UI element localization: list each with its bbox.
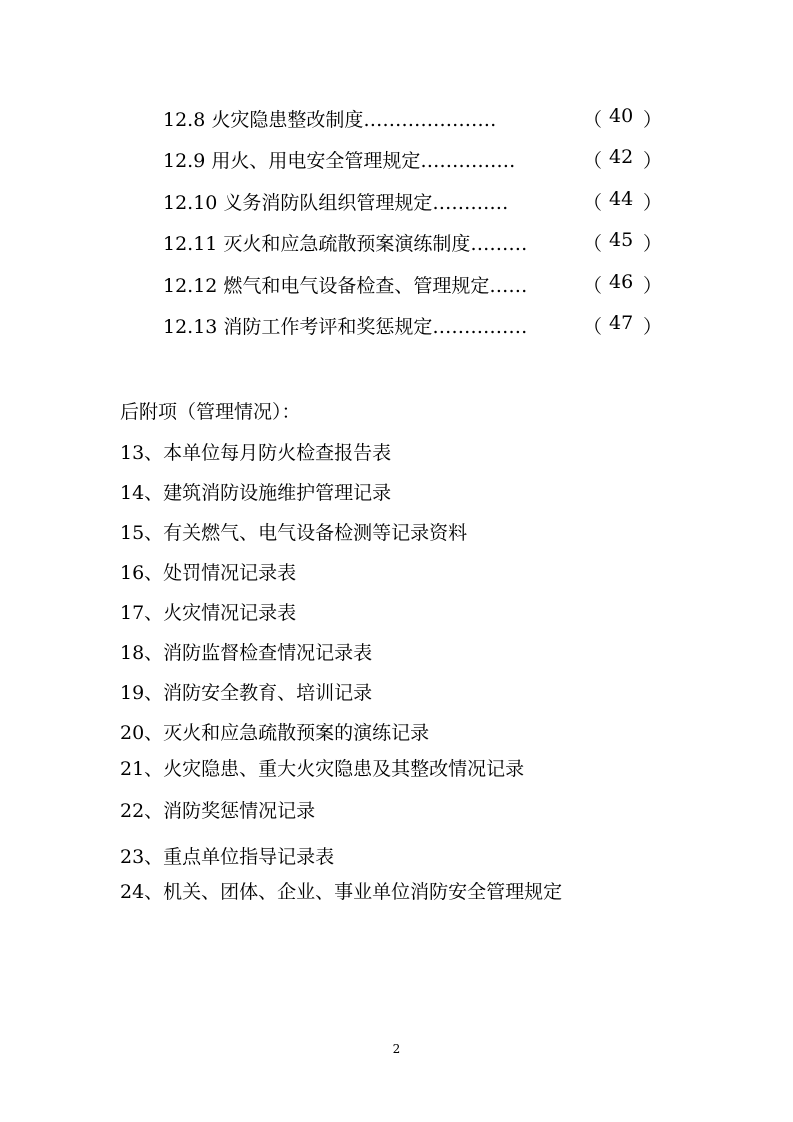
toc-entry-title: 12.9 用火、用电安全管理规定…………… xyxy=(163,150,516,172)
toc-page-open-paren: （ xyxy=(583,275,603,297)
toc-entry-title: 12.8 火灾隐患整改制度………………… xyxy=(163,109,497,131)
appendix-item: 20、灭火和应急疏散预案的演练记录 xyxy=(120,722,430,744)
toc-page-close-paren: ） xyxy=(643,109,663,131)
toc-entry-page xyxy=(583,312,663,339)
toc-entry-title: 12.13 消防工作考评和奖惩规定…………… xyxy=(163,316,528,338)
toc-entry xyxy=(163,146,663,172)
toc-entry xyxy=(163,188,663,214)
toc-page-close-paren: ） xyxy=(643,150,663,172)
toc-entry xyxy=(163,229,663,255)
toc-entry-page xyxy=(583,105,663,132)
toc-page-open-paren: （ xyxy=(583,316,603,338)
toc-page-number: 47 xyxy=(609,312,634,334)
appendix-heading: 后附项（管理情况）： xyxy=(120,401,301,423)
page-number: 2 xyxy=(392,1042,401,1056)
appendix-item: 15、有关燃气、电气设备检测等记录资料 xyxy=(120,522,468,544)
toc-page-open-paren: （ xyxy=(583,192,603,214)
appendix-item: 24、机关、团体、企业、事业单位消防安全管理规定 xyxy=(120,881,563,903)
appendix-item: 13、本单位每月防火检查报告表 xyxy=(120,442,392,464)
toc-page-close-paren: ） xyxy=(643,316,663,338)
appendix-item: 22、消防奖惩情况记录 xyxy=(120,800,316,822)
toc-page-number: 40 xyxy=(609,105,634,127)
appendix-item: 14、建筑消防设施维护管理记录 xyxy=(120,482,392,504)
toc-page-open-paren: （ xyxy=(583,150,603,172)
toc-page-number: 44 xyxy=(609,188,634,210)
toc-page-close-paren: ） xyxy=(643,233,663,255)
toc-entry xyxy=(163,312,663,338)
toc-entry xyxy=(163,105,663,131)
toc-entry xyxy=(163,271,663,297)
appendix-item: 18、消防监督检查情况记录表 xyxy=(120,642,373,664)
appendix-item: 19、消防安全教育、培训记录 xyxy=(120,682,373,704)
toc-page-number: 45 xyxy=(609,229,634,251)
toc-entry-title: 12.12 燃气和电气设备检查、管理规定…… xyxy=(163,275,528,297)
toc-page-open-paren: （ xyxy=(583,233,603,255)
toc-entry-page xyxy=(583,271,663,298)
toc-page-number: 42 xyxy=(609,146,634,168)
appendix-item: 23、重点单位指导记录表 xyxy=(120,846,335,868)
toc-entry-page xyxy=(583,229,663,256)
toc-entry-title: 12.11 灭火和应急疏散预案演练制度……… xyxy=(163,233,528,255)
toc-entry-title: 12.10 义务消防队组织管理规定………… xyxy=(163,192,509,214)
toc-page-close-paren: ） xyxy=(643,192,663,214)
toc-page-open-paren: （ xyxy=(583,109,603,131)
appendix-item: 16、处罚情况记录表 xyxy=(120,562,297,584)
toc-page-number: 46 xyxy=(609,271,634,293)
appendix-item: 17、火灾情况记录表 xyxy=(120,602,297,624)
toc-page-close-paren: ） xyxy=(643,275,663,297)
toc-entry-page xyxy=(583,146,663,173)
appendix-item: 21、火灾隐患、重大火灾隐患及其整改情况记录 xyxy=(120,758,525,780)
toc-entry-page xyxy=(583,188,663,215)
